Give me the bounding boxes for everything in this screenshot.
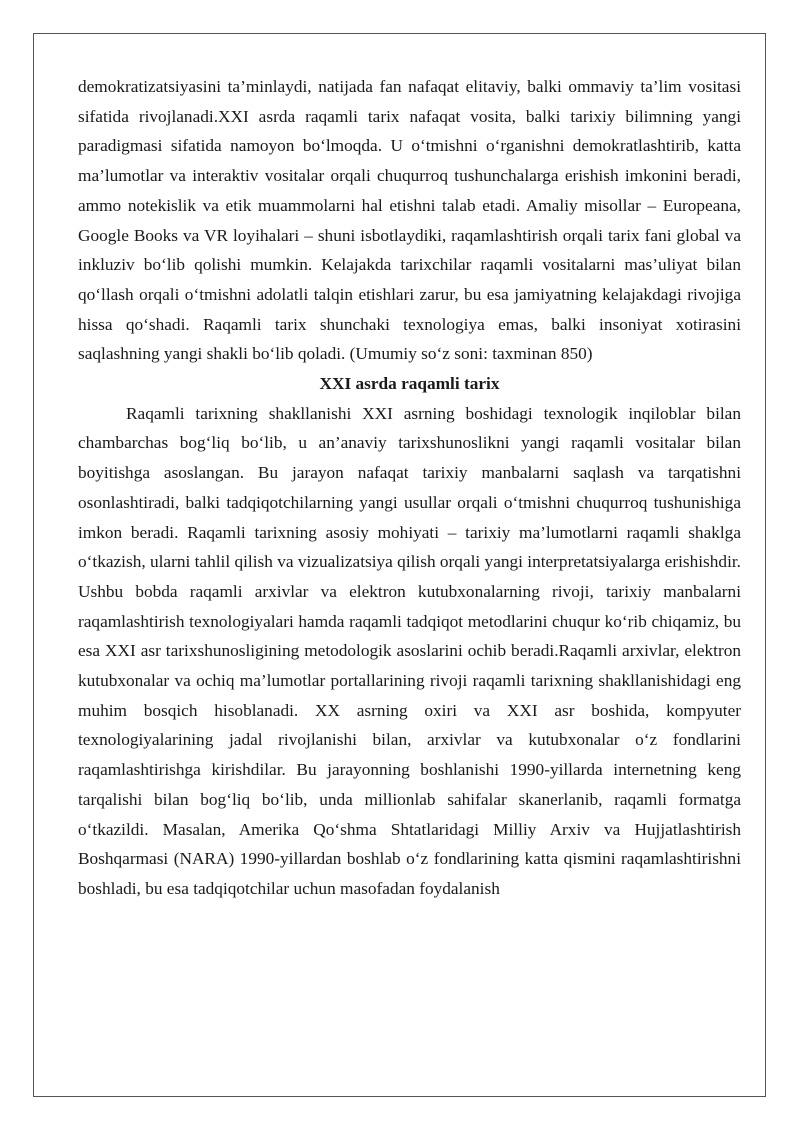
section-heading: XXI asrda raqamli tarix: [319, 374, 500, 394]
page-content: [78, 72, 741, 904]
body-paragraph: demokratizatsiyasini ta’minlaydi, natijada fan nafaqat elitaviy, balki ommaviy ta’lim vositasi sifatida rivojlanadi.XXI asrda raqamli tarix nafaqat vosita, balki tarixiy bilimning yangi paradigmasi sifatida namoyon bo‘lmoqda. U o‘tmishni o‘rganishni demokratlashtirib, katta ma’lumotlar va interaktiv vositalar orqali chuqurroq tushunchalarga erishish imkonini beradi, ammo notekislik va etik muammolarni hal etishni talab etadi. Amaliy misollar – Europeana, Google Books va VR loyihalari – shuni isbotlaydiki, raqamlashtirish orqali tarix fani global va inkluziv bo‘lib qolishi mumkin. Kelajakda tarixchilar raqamli vositalarni mas’uliyat bilan qo‘llash orqali o‘tmishni adolatli talqin etishlari zarur, bu esa jamiyatning kelajakdagi rivojiga hissa qo‘shadi. Raqamli tarix shunchaki texnologiya emas, balki insoniyat xotirasini saqlashning yangi shakli bo‘lib qoladi. (Umumiy so‘z soni: taxminan 850): [78, 77, 741, 364]
body-paragraph: Raqamli tarixning shakllanishi XXI asrning boshidagi texnologik inqiloblar bilan chambarchas bog‘liq bo‘lib, u an’anaviy tarixshunoslikni yangi raqamli vositalar bilan boyitishga asoslangan. Bu jarayon nafaqat tarixiy manbalarni saqlash va tarqatishni osonlashtiradi, balki tadqiqotchilarning yangi usullar orqali o‘tmishni chuqurroq tushunishiga imkon beradi. Raqamli tarixning asosiy mohiyati – tarixiy ma’lumotlarni raqamli shaklga o‘tkazish, ularni tahlil qilish va vizualizatsiya qilish orqali yangi interpretatsiyalarga erishishdir. Ushbu bobda raqamli arxivlar va elektron kutubxonalarning rivoji, tarixiy manbalarni raqamlashtirish texnologiyalari hamda raqamli tadqiqot metodlarini chuqur ko‘rib chiqamiz, bu esa XXI asr tarixshunosligining metodologik asoslarini ochib beradi.Raqamli arxivlar, elektron kutubxonalar va ochiq ma’lumotlar portallarining rivoji raqamli tarixning shakllanishidagi eng muhim bosqich hisoblanadi. XX asrning oxiri va XXI asr boshida, kompyuter texnologiyalarining jadal rivojlanishi bilan, arxivlar va kutubxonalar o‘z fondlarini raqamlashtirishga kirishdilar. Bu jarayonning boshlanishi 1990-yillarda internetning keng tarqalishi bilan bog‘liq bo‘lib, unda millionlab sahifalar skanerlanib, raqamli formatga o‘tkazildi. Masalan, Amerika Qo‘shma Shtatlaridagi Milliy Arxiv va Hujjatlashtirish Boshqarmasi (NARA) 1990-yillardan boshlab o‘z fondlarining katta qismini raqamlashtirishni boshladi, bu esa tadqiqotchilar uchun masofadan foydalanish: [78, 403, 741, 898]
